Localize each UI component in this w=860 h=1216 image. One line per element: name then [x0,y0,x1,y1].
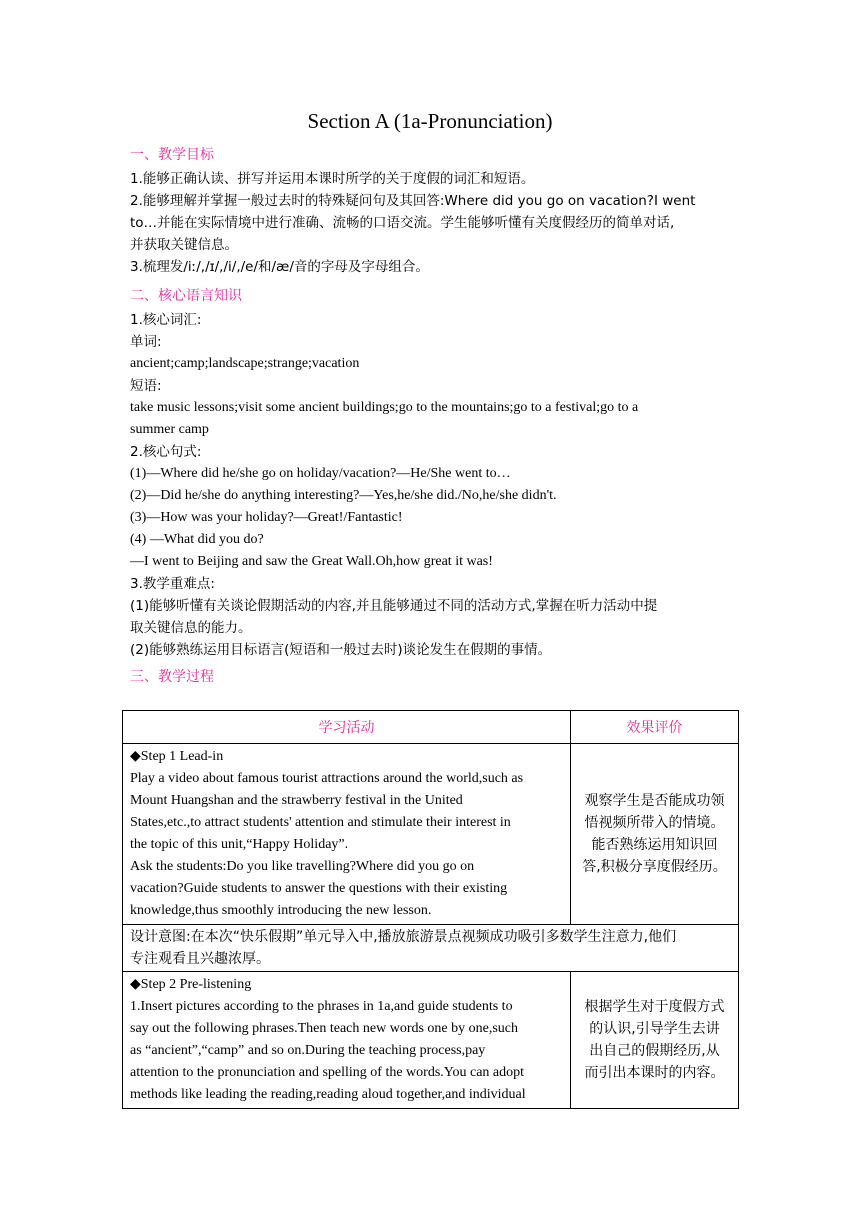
teaching-process-table [122,710,739,1109]
step2-evaluation-cell [571,972,739,1109]
table-header-row [123,711,739,744]
step2-line: as “ancient”,“camp” and so on.During the teaching process,pay [130,1043,486,1058]
design-intent-line: 专注观看且兴趣浓厚。 [130,951,270,967]
knowledge-line: —I went to Beijing and saw the Great Wall.Oh,how great it was! [130,554,493,569]
step1-line: Mount Huangshan and the strawberry festival in the United [130,793,463,808]
step2-line: say out the following phrases.Then teach new words one by one,such [130,1021,519,1036]
goal-line: 2.能够理解并掌握一般过去时的特殊疑问句及其回答:Where did you go on vacation?I went [130,193,696,209]
step1-line: States,etc.,to attract students' attention and stimulate their interest in [130,815,511,830]
step1-line: knowledge,thus smoothly introducing the new lesson. [130,903,432,918]
table-row-step2 [123,972,739,1109]
step2-eval-line: 的认识,引导学生去讲 [589,1021,720,1037]
step2-line: 1.Insert pictures according to the phrases in 1a,and guide students to [130,999,513,1014]
step1-eval-line: 悟视频所带入的情境。 [584,815,725,831]
step1-eval-line: 答,积极分享度假经历。 [582,859,727,875]
step2-line: ◆Step 2 Pre-listening [130,977,252,992]
step1-activity-cell [123,744,571,925]
step2-activity-cell [123,972,571,1109]
knowledge-line: take music lessons;visit some ancient buildings;go to the mountains;go to a festival;go to a [130,400,639,415]
knowledge-line: summer camp [130,422,209,437]
step1-line: ◆Step 1 Lead-in [130,749,224,764]
section-heading-process: 三、教学过程 [130,669,214,685]
knowledge-line: (2)能够熟练运用目标语言(短语和一般过去时)谈论发生在假期的事情。 [130,642,552,658]
knowledge-line: (2)—Did he/she do anything interesting?—Yes,he/she did./No,he/she didn't. [130,488,557,503]
section-heading-knowledge: 二、核心语言知识 [130,288,242,304]
document-title: Section A (1a-Pronunciation) [307,109,553,133]
step2-line: methods like leading the reading,reading aloud together,and individual [130,1087,526,1102]
column-header-evaluation: 效果评价 [571,711,739,744]
step2-eval-line: 出自己的假期经历,从 [589,1043,720,1059]
step1-eval-line: 能否熟练运用知识回 [591,837,718,853]
step2-eval-line: 而引出本课时的内容。 [584,1065,725,1081]
knowledge-line: 1.核心词汇: [130,312,202,328]
knowledge-line: 取关键信息的能力。 [130,620,252,636]
goal-line: 1.能够正确认读、拼写并运用本课时所学的关于度假的词汇和短语。 [130,171,535,187]
knowledge-line: 短语: [130,378,162,394]
knowledge-line: (3)—How was your holiday?—Great!/Fantastic! [130,510,403,525]
step2-eval-line: 根据学生对于度假方式 [584,999,725,1015]
knowledge-line: (1)—Where did he/she go on holiday/vacation?—He/She went to… [130,466,511,481]
step1-evaluation-cell [571,744,739,925]
step2-line: attention to the pronunciation and spelling of the words.You can adopt [130,1065,525,1080]
section-heading-goals: 一、教学目标 [130,147,214,163]
knowledge-line: (1)能够听懂有关谈论假期活动的内容,并且能够通过不同的活动方式,掌握在听力活动中提 [130,598,658,614]
knowledge-line: (4) —What did you do? [130,532,264,547]
column-header-activity: 学习活动 [123,711,571,744]
knowledge-line: 2.核心句式: [130,444,202,460]
step1-line: Play a video about famous tourist attractions around the world,such as [130,771,524,786]
goal-line: 并获取关键信息。 [130,237,238,253]
knowledge-line: 3.教学重难点: [130,576,215,592]
goal-line: to…并能在实际情境中进行准确、流畅的口语交流。学生能够听懂有关度假经历的简单对话, [130,215,675,231]
step1-line: vacation?Guide students to answer the questions with their existing [130,881,508,896]
design-intent-line: 设计意图:在本次“快乐假期”单元导入中,播放旅游景点视频成功吸引多数学生注意力,他们 [130,929,677,945]
table-row-step1 [123,744,739,925]
step1-line: Ask the students:Do you like travelling?Where did you go on [130,859,475,874]
knowledge-line: 单词: [130,334,162,350]
goal-line: 3.梳理发/iː/,/ɪ/,/i/,/e/和/æ/音的字母及字母组合。 [130,259,429,275]
table-row-design-intent [123,925,739,972]
knowledge-line: ancient;camp;landscape;strange;vacation [130,356,360,371]
design-intent-cell [123,925,739,972]
step1-eval-line: 观察学生是否能成功领 [584,793,725,809]
step1-line: the topic of this unit,“Happy Holiday”. [130,837,349,852]
